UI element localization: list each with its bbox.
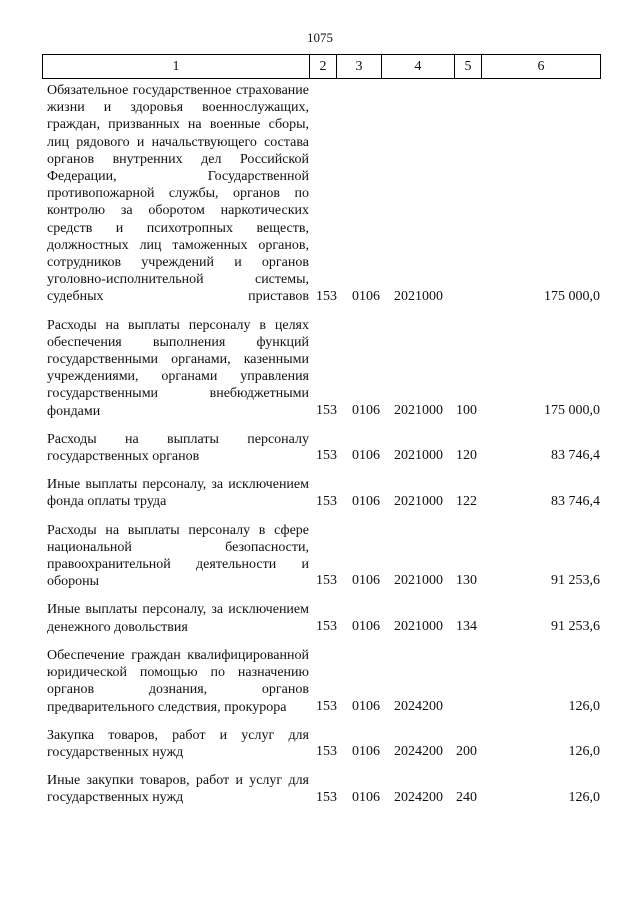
table-row: [0, 431, 640, 465]
amount: 126,0: [568, 789, 600, 805]
table-row: [0, 317, 640, 420]
section-code: 0106: [352, 744, 380, 760]
table-row: [0, 82, 640, 306]
target-article-code: 2021000: [394, 448, 443, 464]
section-code: 0106: [352, 789, 380, 805]
row-codes: [0, 447, 640, 465]
ved-code: 153: [316, 789, 337, 805]
amount: 91 253,6: [551, 573, 600, 589]
amount: 126,0: [568, 698, 600, 714]
target-article-code: 2021000: [394, 402, 443, 418]
row-description: Расходы на выплаты персоналу в целях обеспечения выполнения функций государственными органами, казенными учреждениями, органами управления государственными внебюджетными фондами: [47, 317, 309, 419]
target-article-code: 2024200: [394, 698, 443, 714]
column-header-name: 1: [43, 55, 310, 79]
target-article-code: 2024200: [394, 744, 443, 760]
ved-code: 153: [316, 573, 337, 589]
column-header-vr: 5: [455, 55, 482, 79]
expense-type-code: 100: [456, 402, 477, 418]
section-code: 0106: [352, 448, 380, 464]
amount: 126,0: [568, 744, 600, 760]
row-codes: [0, 698, 640, 716]
target-article-code: 2021000: [394, 493, 443, 509]
row-description: Обеспечение граждан квалифицированной юридической помощью по назначению органов дознания, органов предварительного следствия, прокурора: [47, 647, 309, 715]
expense-type-code: 240: [456, 789, 477, 805]
row-codes: [0, 572, 640, 590]
expense-type-code: 134: [456, 618, 477, 634]
row-codes: [0, 493, 640, 511]
section-code: 0106: [352, 493, 380, 509]
section-code: 0106: [352, 573, 380, 589]
row-codes: [0, 743, 640, 761]
amount: 83 746,4: [551, 448, 600, 464]
ved-code: 153: [316, 618, 337, 634]
ved-code: 153: [316, 448, 337, 464]
column-header-table: [42, 54, 601, 79]
ved-code: 153: [316, 402, 337, 418]
column-header-csr: 4: [382, 55, 455, 79]
ved-code: 153: [316, 288, 337, 304]
target-article-code: 2024200: [394, 789, 443, 805]
column-header-razdel: 3: [337, 55, 382, 79]
row-codes: [0, 789, 640, 807]
ved-code: 153: [316, 744, 337, 760]
table-row: [0, 727, 640, 761]
expense-type-code: 120: [456, 448, 477, 464]
amount: 175 000,0: [544, 288, 600, 304]
expense-type-code: 122: [456, 493, 477, 509]
table-row: [0, 601, 640, 635]
column-header-sum: 6: [482, 55, 601, 79]
row-codes: [0, 288, 640, 306]
section-code: 0106: [352, 402, 380, 418]
ved-code: 153: [316, 493, 337, 509]
expense-type-code: 130: [456, 573, 477, 589]
row-description: Закупка товаров, работ и услуг для государственных нужд: [47, 727, 309, 760]
row-description: Обязательное государственное страхование жизни и здоровья военнослужащих, граждан, призванных на военные сборы, лиц рядового и начальствующего состава органов внутренних дел Российской Федерации, Государственной противопожарной службы, органов по контролю за оборотом наркотических средств и психотропных веществ, должностных лиц таможенных органов, сотрудников учреждений и органов уголовно-исполнительной системы, судебных приставов: [47, 83, 309, 305]
amount: 91 253,6: [551, 618, 600, 634]
target-article-code: 2021000: [394, 288, 443, 304]
row-description: Иные выплаты персоналу, за исключением фонда оплаты труда: [47, 477, 309, 510]
column-header-ved: 2: [310, 55, 337, 79]
section-code: 0106: [352, 288, 380, 304]
budget-rows: [0, 82, 640, 818]
column-header-row: [43, 55, 601, 79]
table-row: [0, 522, 640, 591]
target-article-code: 2021000: [394, 618, 443, 634]
table-row: [0, 772, 640, 806]
row-codes: [0, 618, 640, 636]
row-description: Расходы на выплаты персоналу в сфере национальной безопасности, правоохранительной деятельности и обороны: [47, 522, 309, 590]
table-row: [0, 647, 640, 716]
row-description: Иные закупки товаров, работ и услуг для государственных нужд: [47, 773, 309, 806]
section-code: 0106: [352, 618, 380, 634]
ved-code: 153: [316, 698, 337, 714]
page-number: 1075: [307, 30, 333, 45]
amount: 175 000,0: [544, 402, 600, 418]
target-article-code: 2021000: [394, 573, 443, 589]
section-code: 0106: [352, 698, 380, 714]
table-row: [0, 476, 640, 510]
row-description: Расходы на выплаты персоналу государственных органов: [47, 431, 309, 465]
amount: 83 746,4: [551, 493, 600, 509]
expense-type-code: 200: [456, 744, 477, 760]
row-codes: [0, 402, 640, 420]
row-description: Иные выплаты персоналу, за исключением денежного довольствия: [47, 602, 309, 635]
